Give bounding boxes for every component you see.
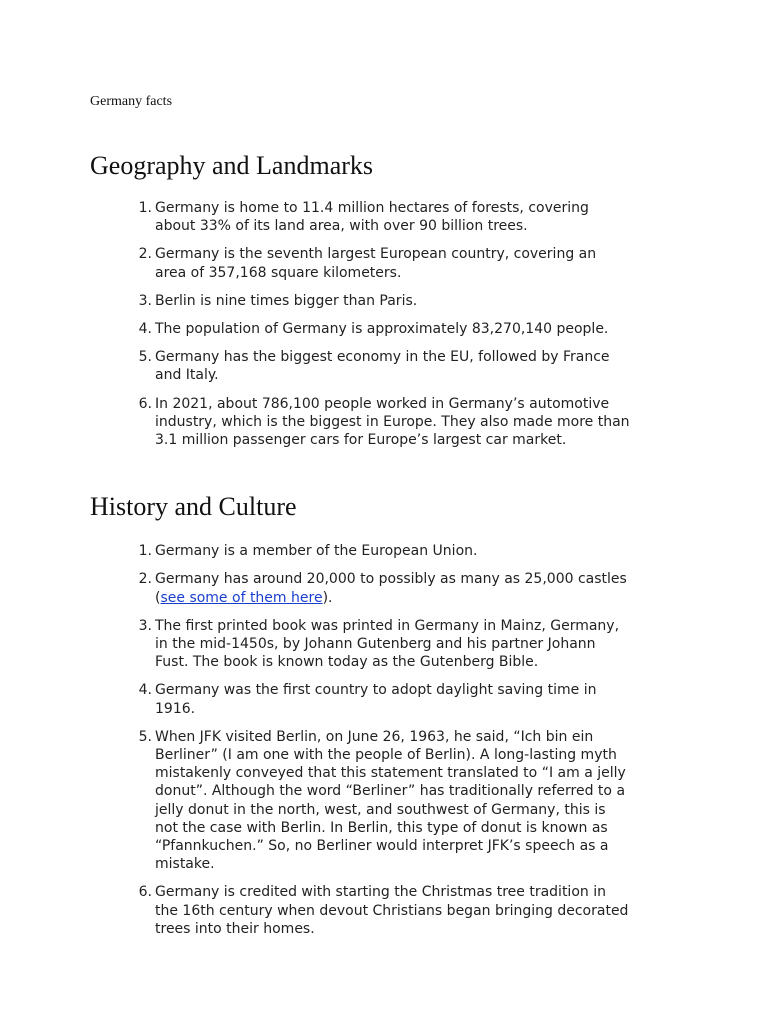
- list-item: [90, 199, 630, 235]
- list-item-text: Germany is the seventh largest European country, covering an area of 357,168 square kilometers.: [155, 246, 597, 281]
- list-number: 3.: [138, 292, 152, 309]
- list-item-text-before: Germany has around 20,000 to possibly as many as 25,000 castles (: [155, 571, 627, 606]
- list-item: [90, 245, 630, 281]
- list-item: [90, 395, 630, 450]
- list-number: 6.: [138, 884, 152, 901]
- history-list: [90, 542, 630, 938]
- list-item: [90, 681, 630, 717]
- list-number: 4.: [138, 321, 152, 338]
- list-item: [90, 292, 630, 310]
- list-item: [90, 728, 630, 874]
- list-item-text: Germany is credited with starting the Christmas tree tradition in the 16th century when devout Christians began bringing decorated trees into their homes.: [155, 884, 629, 937]
- list-number: 1.: [138, 200, 152, 216]
- list-number: 2.: [138, 246, 152, 263]
- list-number: 2.: [138, 571, 152, 588]
- document-page: [90, 92, 690, 948]
- list-item-text: Germany is a member of the European Union.: [155, 543, 478, 560]
- list-item-text: Germany has the biggest economy in the EU, followed by France and Italy.: [155, 349, 610, 384]
- list-item: [90, 883, 630, 938]
- section-heading-history: History and Culture: [90, 492, 297, 522]
- list-number: 3.: [138, 617, 152, 634]
- section-heading-geography: Geography and Landmarks: [90, 151, 374, 180]
- list-item-text: The population of Germany is approximately 83,270,140 people.: [155, 321, 609, 338]
- list-item: [90, 542, 630, 560]
- list-number: 5.: [138, 349, 152, 366]
- list-item: [90, 320, 630, 338]
- list-item-text-after: ).: [322, 589, 333, 606]
- list-item: [90, 617, 630, 672]
- list-number: 6.: [138, 395, 152, 412]
- list-number: 4.: [138, 682, 152, 699]
- list-item-text: When JFK visited Berlin, on June 26, 1963, he said, “Ich bin ein Berliner” (I am one with the people of Berlin). A long-lasting myth mistakenly conveyed that this statement translated to “I am a jelly donut”. Although the word “Berliner” has traditionally referred to a jelly donut in the north, west, and southwest of Germany, this is not the case with Berlin. In Berlin, this type of donut is known as “Pfannkuchen.” So, no Berliner would interpret JFK’s speech as a mistake.: [155, 728, 626, 873]
- list-item-text: Germany is home to 11.4 million hectares of forests, covering about 33% of its land area, with over 90 billion trees.: [155, 200, 589, 235]
- geography-list: [90, 199, 630, 449]
- list-number: 5.: [138, 728, 152, 745]
- list-number: 1.: [138, 543, 152, 560]
- castles-link[interactable]: see some of them here: [160, 589, 323, 606]
- list-item-text: In 2021, about 786,100 people worked in Germany’s automotive industry, which is the biggest in Europe. They also made more than 3.1 million passenger cars for Europe’s largest car market.: [155, 395, 630, 449]
- list-item-text: Berlin is nine times bigger than Paris.: [155, 292, 418, 309]
- list-item-text: The first printed book was printed in Germany in Mainz, Germany, in the mid-1450s, by Johann Gutenberg and his partner Johann Fust. The book is known today as the Gutenberg Bible.: [155, 617, 620, 671]
- list-item-text: Germany was the first country to adopt daylight saving time in 1916.: [155, 682, 597, 717]
- list-item: [90, 570, 630, 606]
- document-title: Germany facts: [90, 94, 173, 109]
- list-item: [90, 348, 630, 384]
